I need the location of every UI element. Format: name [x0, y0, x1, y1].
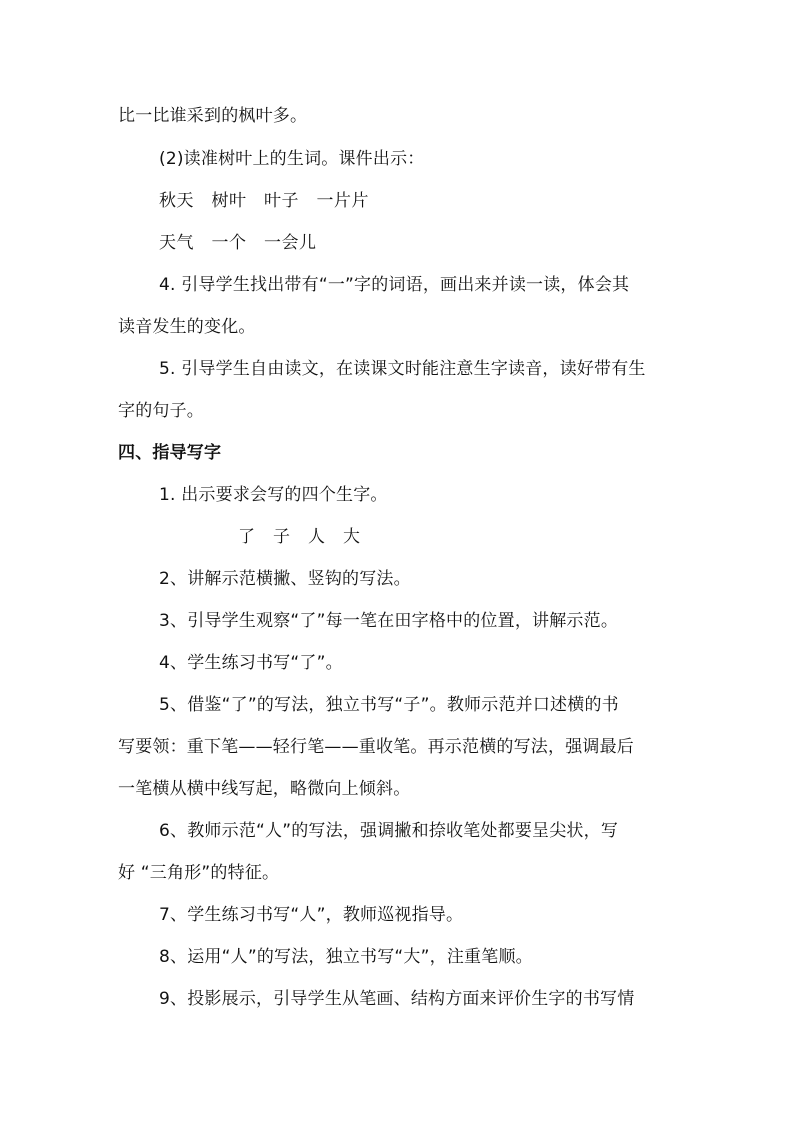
text-line: 1. 出示要求会写的四个生字。: [159, 485, 388, 505]
text-line: 4. 引导学生找出带有“一”字的词语，画出来并读一读，体会其: [159, 275, 630, 295]
text-line: 6、教师示范“人”的写法，强调撇和捺收笔处都要呈尖状，写: [159, 821, 619, 841]
text-line: 7、学生练习书写“人”，教师巡视指导。: [159, 905, 464, 925]
text-line: 3、引导学生观察“了”每一笔在田字格中的位置，讲解示范。: [159, 611, 619, 631]
text-line: 8、运用“人”的写法，独立书写“大”，注重笔顺。: [159, 947, 533, 967]
text-line: 好 “三角形”的特征。: [118, 863, 280, 883]
text-line: 读音发生的变化。: [118, 317, 256, 337]
text-line: 一笔横从横中线写起，略微向上倾斜。: [118, 779, 411, 799]
text-line: 比一比谁采到的枫叶多。: [118, 106, 308, 126]
vocab-line: 秋天 树叶 叶子 一片片: [159, 191, 369, 211]
text-line: 5、借鉴“了”的写法，独立书写“子”。教师示范并口述横的书: [159, 695, 619, 715]
characters-line: 了 子 人 大: [238, 527, 361, 547]
text-line: 4、学生练习书写“了”。: [159, 653, 343, 673]
vocab-line: 天气 一个 一会儿: [159, 233, 317, 253]
section-heading: 四、指导写字: [118, 443, 222, 463]
text-line: 5. 引导学生自由读文，在读课文时能注意生字读音，读好带有生: [159, 359, 646, 379]
text-line: 9、投影展示，引导学生从笔画、结构方面来评价生字的书写情: [159, 989, 635, 1009]
text-line: 2、讲解示范横撇、竖钩的写法。: [159, 569, 411, 589]
text-line: (2)读准树叶上的生词。课件出示：: [159, 149, 425, 169]
text-line: 写要领：重下笔——轻行笔——重收笔。再示范横的写法，强调最后: [118, 737, 634, 757]
text-line: 字的句子。: [118, 401, 204, 421]
